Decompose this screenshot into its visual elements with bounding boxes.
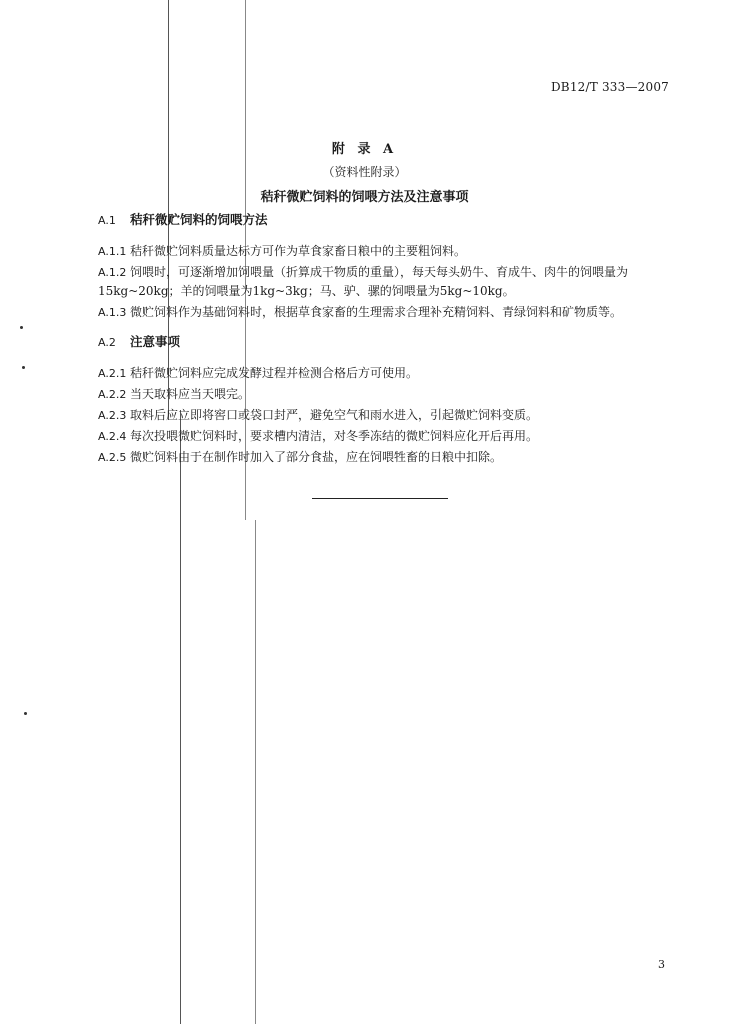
scan-artifact-line — [180, 410, 181, 1024]
clause-text: 当天取料应当天喂完。 — [130, 387, 251, 401]
clause — [98, 406, 678, 425]
clause-text: 微贮饲料作为基础饲料时，根据草食家畜的生理需求合理补充精饲料、青绿饲料和矿物质等。 — [130, 305, 623, 319]
clause-text: 秸秆微贮饲料应完成发酵过程并检测合格后方可使用。 — [130, 366, 419, 380]
clause — [98, 263, 678, 301]
clause-number: A.2.4 — [98, 430, 127, 443]
clause-number: A.2.3 — [98, 409, 127, 422]
appendix-title: 附 录 A — [331, 142, 398, 157]
clause — [98, 364, 678, 383]
section-title: 秸秆微贮饲料的饲喂方法 — [130, 212, 268, 227]
section-title: 注意事项 — [130, 334, 181, 349]
section-number: A.2 — [98, 336, 116, 349]
clause — [98, 303, 678, 322]
clause-number: A.2.5 — [98, 451, 127, 464]
scan-artifact-dot — [24, 712, 27, 715]
document-code: DB12/T 333—2007 — [550, 80, 669, 94]
section-a1 — [98, 210, 678, 322]
clause-number: A.2.2 — [98, 388, 127, 401]
clause-number: A.1.2 — [98, 266, 127, 279]
section-number: A.1 — [98, 214, 116, 227]
clause-number: A.1.3 — [98, 306, 127, 319]
clause-number: A.2.1 — [98, 367, 127, 380]
clause-text: 每次投喂微贮饲料时，要求槽内清洁，对冬季冻结的微贮饲料应化开后再用。 — [130, 429, 539, 443]
clause-text: 取料后应立即将窖口或袋口封严，避免空气和雨水进入，引起微贮饲料变质。 — [130, 408, 539, 422]
clause-text: 微贮饲料由于在制作时加入了部分食盐，应在饲喂牲畜的日粮中扣除。 — [130, 450, 503, 464]
scan-artifact-line — [255, 520, 256, 1024]
clause — [98, 385, 678, 404]
section-heading — [98, 332, 678, 350]
clause — [98, 427, 678, 446]
appendix-subtitle: （资料性附录） — [322, 165, 407, 179]
scan-artifact-dot — [22, 366, 25, 369]
scan-artifact-dot — [20, 326, 23, 329]
clause-text: 饲喂时，可逐渐增加饲喂量（折算成干物质的重量），每天每头奶牛、育成牛、肉牛的饲喂量为15kg~20kg；羊的饲喂量为1kg~3kg；马、驴、骡的饲喂量为5kg~10kg。 — [98, 265, 629, 298]
page-number: 3 — [658, 958, 665, 971]
end-rule-divider — [312, 498, 448, 499]
section-heading — [98, 210, 678, 228]
appendix-title-block — [0, 138, 729, 205]
clause-text: 秸秆微贮饲料质量达标方可作为草食家畜日粮中的主要粗饲料。 — [130, 244, 467, 258]
section-a2 — [98, 332, 678, 467]
clause — [98, 242, 678, 261]
appendix-content — [98, 210, 678, 469]
appendix-topic: 秸秆微贮饲料的饲喂方法及注意事项 — [260, 190, 469, 205]
clause-number: A.1.1 — [98, 245, 127, 258]
clause — [98, 448, 678, 467]
